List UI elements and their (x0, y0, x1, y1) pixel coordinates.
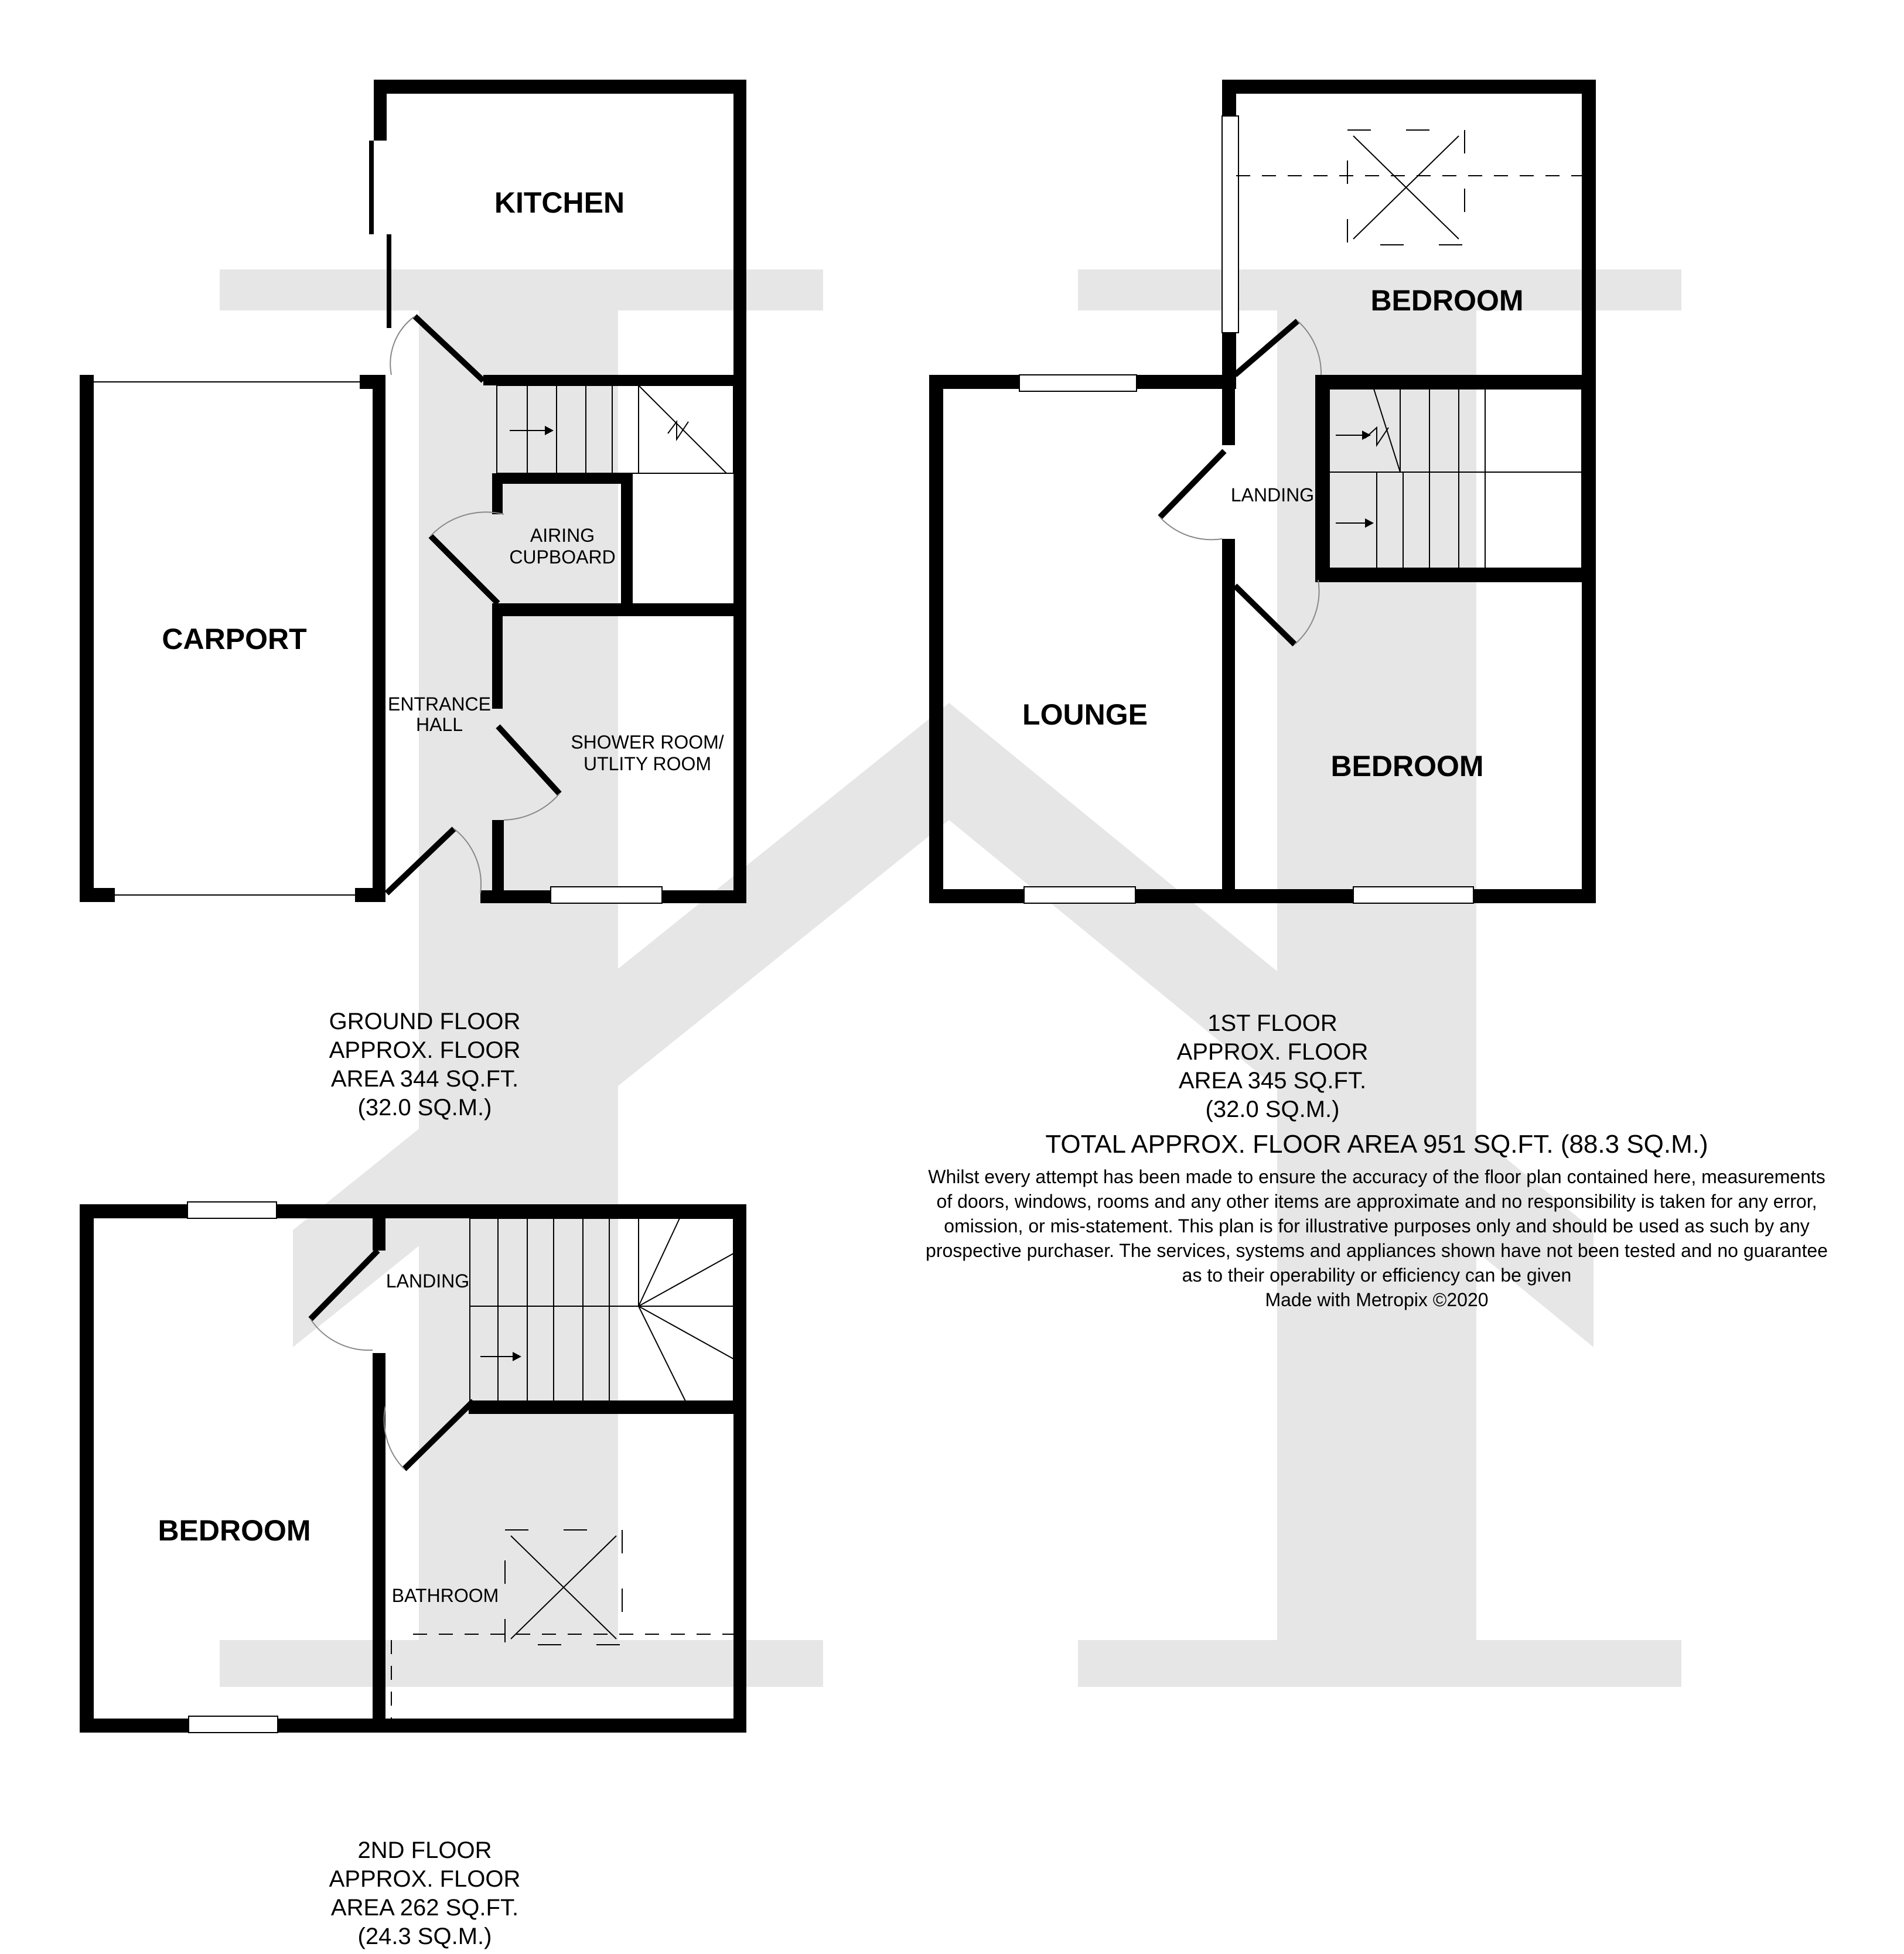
first-floor-caption-line3: AREA 345 SQ.FT. (1178, 1068, 1367, 1094)
disclaimer-line3: omission, or mis-statement. This plan is for illustrative purposes only and should be used as such by any (944, 1215, 1810, 1236)
room-label-kitchen: KITCHEN (494, 186, 625, 219)
room-label-entrance-hall-line2: HALL (415, 714, 463, 735)
second-floor-caption-line2: APPROX. FLOOR (329, 1866, 521, 1892)
second-floor-caption-line1: 2ND FLOOR (357, 1837, 492, 1863)
room-label-lounge: LOUNGE (1022, 698, 1148, 731)
ground-floor-caption-line4: (32.0 SQ.M.) (357, 1095, 492, 1121)
room-label-bedroom-bottom: BEDROOM (1330, 750, 1484, 783)
first-floor-caption-line2: APPROX. FLOOR (1176, 1039, 1369, 1065)
room-label-shower-room-line1: SHOWER ROOM/ (571, 732, 724, 753)
room-label-shower-room-line2: UTLITY ROOM (583, 753, 712, 774)
first-floor-caption-line4: (32.0 SQ.M.) (1205, 1096, 1340, 1122)
total-floor-area: TOTAL APPROX. FLOOR AREA 951 SQ.FT. (88.3 SQ.M.) (1045, 1130, 1708, 1159)
room-label-landing-second: LANDING (385, 1270, 470, 1292)
room-label-entrance-hall-line1: ENTRANCE (387, 694, 492, 715)
second-floor-caption-line3: AREA 262 SQ.FT. (330, 1895, 519, 1921)
room-label-airing-cupboard-line2: CUPBOARD (509, 546, 616, 568)
disclaimer-line1: Whilst every attempt has been made to ensure the accuracy of the floor plan contained here, measurements (928, 1166, 1825, 1187)
ground-floor-plan (80, 80, 746, 903)
second-floor-caption-line4: (24.3 SQ.M.) (357, 1924, 492, 1949)
room-label-bathroom: BATHROOM (391, 1585, 499, 1606)
second-floor-caption (329, 1837, 521, 1949)
metropix-credit: Made with Metropix ©2020 (1265, 1289, 1489, 1310)
disclaimer-line5: as to their operability or efficiency can be given (1182, 1265, 1572, 1286)
room-label-carport: CARPORT (162, 623, 307, 655)
watermark-logo (220, 269, 1681, 1687)
door-lounge (1160, 451, 1224, 517)
ground-floor-caption-line1: GROUND FLOOR (329, 1009, 521, 1034)
room-label-bedroom-second: BEDROOM (158, 1514, 311, 1547)
disclaimer-line4: prospective purchaser. The services, systems and appliances shown have not been tested and no guarantee (926, 1240, 1828, 1261)
room-label-airing-cupboard-line1: AIRING (530, 525, 595, 546)
room-label-landing-first: LANDING (1230, 484, 1315, 505)
disclaimer-line2: of doors, windows, rooms and any other items are approximate and no responsibility is taken for any error, (936, 1191, 1817, 1212)
room-label-bedroom-top: BEDROOM (1370, 284, 1524, 317)
ground-floor-caption-line2: APPROX. FLOOR (329, 1037, 521, 1063)
ground-floor-caption-line3: AREA 344 SQ.FT. (330, 1066, 519, 1092)
first-floor-caption-line1: 1ST FLOOR (1207, 1010, 1337, 1036)
